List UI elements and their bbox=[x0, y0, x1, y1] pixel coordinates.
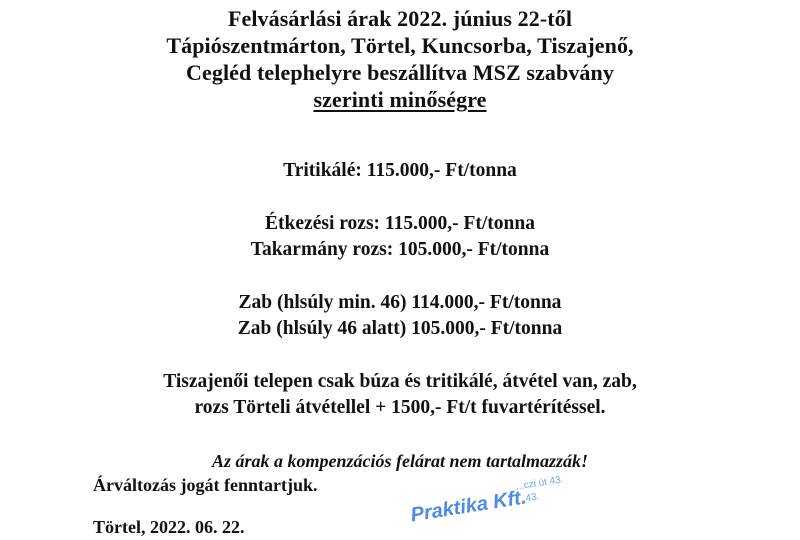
title-line-1: Felvásárlási árak 2022. június 22-től bbox=[227, 6, 573, 31]
notice-line-2: rozs Törteli átvétellel + 1500,- Ft/t fuvartérítéssel. bbox=[194, 397, 606, 418]
price-etkezesi-rozs: Étkezési rozs: 115.000,- Ft/tonna bbox=[265, 213, 535, 234]
company-stamp bbox=[400, 471, 577, 540]
title-line-4: szerinti minőségre bbox=[313, 87, 487, 112]
reservation-note: Árváltozás jogát fenntartjuk. bbox=[93, 475, 318, 495]
place-date: Törtel, 2022. 06. 22. bbox=[93, 517, 245, 537]
notice-line-1: Tiszajenői telepen csak búza és tritikálé, átvétel van, zab, bbox=[163, 371, 637, 392]
compensation-note: Az árak a kompenzációs felárat nem tartalmazzák! bbox=[211, 451, 589, 471]
price-tritikale: Tritikálé: 115.000,- Ft/tonna bbox=[283, 160, 517, 181]
title-line-3: Cegléd telephelyre beszállítva MSZ szabvány bbox=[186, 60, 614, 85]
title-line-2: Tápiószentmárton, Törtel, Kuncsorba, Tiszajenő, bbox=[166, 33, 634, 58]
stamp-address-line-2: 43. bbox=[524, 491, 541, 505]
price-takarmany-rozs: Takarmány rozs: 105.000,- Ft/tonna bbox=[250, 239, 550, 260]
price-zab-min-46: Zab (hlsúly min. 46) 114.000,- Ft/tonna bbox=[238, 292, 562, 313]
price-zab-46-alatt: Zab (hlsúly 46 alatt) 105.000,- Ft/tonna bbox=[237, 318, 563, 339]
stamp-address-line-1: ...czi út 43. bbox=[514, 474, 565, 493]
stamp-company-name: Praktika Kft. bbox=[409, 486, 528, 527]
